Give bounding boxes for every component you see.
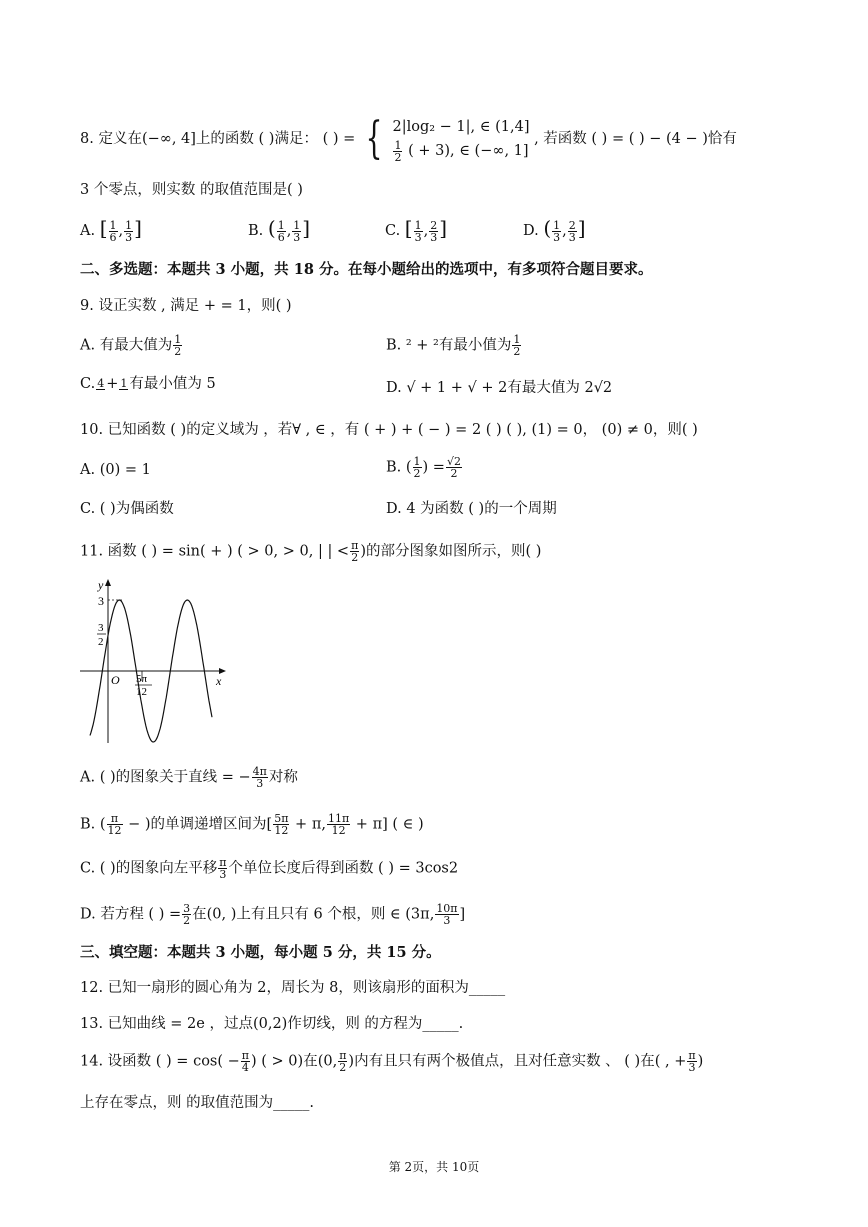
piece1: 2|log₂ − 1|, ∈ (1,4] (392, 119, 530, 135)
piece2: $\frac{1}{2}$ ( + 3), ∈ (−∞, 1] (394, 138, 529, 164)
y-tick-3: 3 (98, 594, 104, 608)
piecewise-brace: { (365, 113, 383, 164)
y-axis-label: y (98, 578, 104, 592)
q8-option-c[interactable]: C. [ $\frac{1}{3}$ , $\frac{2}{3}$ ] (385, 216, 448, 244)
x-tick-5pi-den: 12 (136, 686, 147, 698)
x-tick-5pi-num: 5π (136, 673, 148, 685)
y-axis-arrow (105, 579, 111, 586)
q8-option-d[interactable]: D. ( $\frac{1}{3}$ , $\frac{2}{3}$ ] (523, 216, 586, 244)
q8-line1-pre: 8. 定义在(−∞, 4]上的函数 ( )满足： ( ) = (80, 131, 360, 147)
q12: 12. 已知一扇形的圆心角为 2，周长为 8，则该扇形的面积为_____ (80, 980, 506, 996)
q11-option-c[interactable]: C. ( )的图象向左平移 $\frac{\pi}{3}$ 个单位长度后得到函数 ( ) = 3cos2 (80, 856, 459, 881)
q13: 13. 已知曲线 = 2e ，过点(0,2)作切线，则 的方程为_____. (80, 1016, 464, 1032)
q11-option-a[interactable]: A. ( )的图象关于直线 = − $\frac{4\pi}{3}$ 对称 (80, 765, 298, 790)
q10-option-d[interactable]: D. 4 为函数 ( )的一个周期 (386, 501, 557, 517)
q11-option-d[interactable]: D. 若方程 ( ) = $\frac{3}{2}$ 在(0, )上有且只有 6 个根，则 ∈ (3π, $\frac{10\pi}{3}$ ] (80, 902, 466, 927)
q9-option-a[interactable]: A. 有最大值为 $\frac{1}{2}$ (80, 333, 182, 358)
section-2-heading: 二、多选题：本题共 3 小题，共 18 分。在每小题给出的选项中，有多项符合题目要求。 (80, 261, 653, 278)
page-footer: 第 2页，共 10页 (388, 1160, 480, 1174)
q8-line1-post: , 若函数 ( ) = ( ) − (4 − )恰有 (534, 131, 737, 147)
q10-stem: 10. 已知函数 ( )的定义域为 ，若∀ , ∈ ，有 ( + ) + ( − ) = 2 ( ) ( ), (1) = 0， (0) ≠ 0，则( ) (80, 422, 698, 438)
y-tick-3-2-num: 3 (98, 622, 104, 634)
q10-option-b[interactable]: B. ( $\frac{1}{2}$ ) = $\frac{√2}{2}$ (386, 455, 461, 480)
q14-line2: 上存在零点，则 的取值范围为_____. (80, 1095, 314, 1111)
q10-option-a[interactable]: A. (0) = 1 (80, 462, 151, 478)
q11-stem: 11. 函数 ( ) = sin( + ) ( > 0, > 0, | | < $\frac{\pi}{2}$ )的部分图象如图所示，则( ) (80, 539, 542, 564)
x-axis-label: x (216, 674, 222, 688)
q9-option-b[interactable]: B. ² + ²有最小值为 $\frac{1}{2}$ (386, 333, 521, 358)
q9-stem: 9. 设正实数 , 满足 + = 1，则( ) (80, 298, 292, 314)
q9-option-d[interactable]: D. √ + 1 + √ + 2有最大值为 2√2 (386, 380, 613, 396)
q8-options (80, 218, 780, 246)
q11-option-b[interactable]: B. ( $\frac{\pi}{12}$ − )的单调递增区间为[ $\frac{5\pi}{12}$ + π, $\frac{11\pi}{12}$ + π] ( ∈ ) (80, 812, 424, 837)
q8-line1 (80, 113, 737, 164)
sine-graph (80, 575, 230, 745)
q8-option-b[interactable]: B. ( $\frac{1}{6}$ , $\frac{1}{3}$ ] (248, 216, 311, 244)
q8-option-a[interactable]: A. [ $\frac{1}{6}$ , $\frac{1}{3}$ ] (80, 216, 142, 244)
origin-label: O (111, 673, 120, 687)
q8-line2: 3 个零点，则实数 的取值范围是( ) (80, 182, 303, 198)
y-tick-3-2-den: 2 (98, 636, 104, 648)
q14-line1: 14. 设函数 ( ) = cos( − $\frac{\pi}{4}$ ) ( > 0)在(0, $\frac{\pi}{2}$ )内有且只有两个极值点，且对任意实数 、 ( )在( , + $\frac{\pi}{3}$ ) (80, 1049, 704, 1074)
q10-option-c[interactable]: C. ( )为偶函数 (80, 501, 174, 517)
section-3-heading: 三、填空题：本题共 3 小题，每小题 5 分，共 15 分。 (80, 944, 441, 961)
q9-option-c[interactable]: C. 4 + 1 有最小值为 5 (80, 376, 216, 392)
piecewise-cases (392, 115, 529, 163)
